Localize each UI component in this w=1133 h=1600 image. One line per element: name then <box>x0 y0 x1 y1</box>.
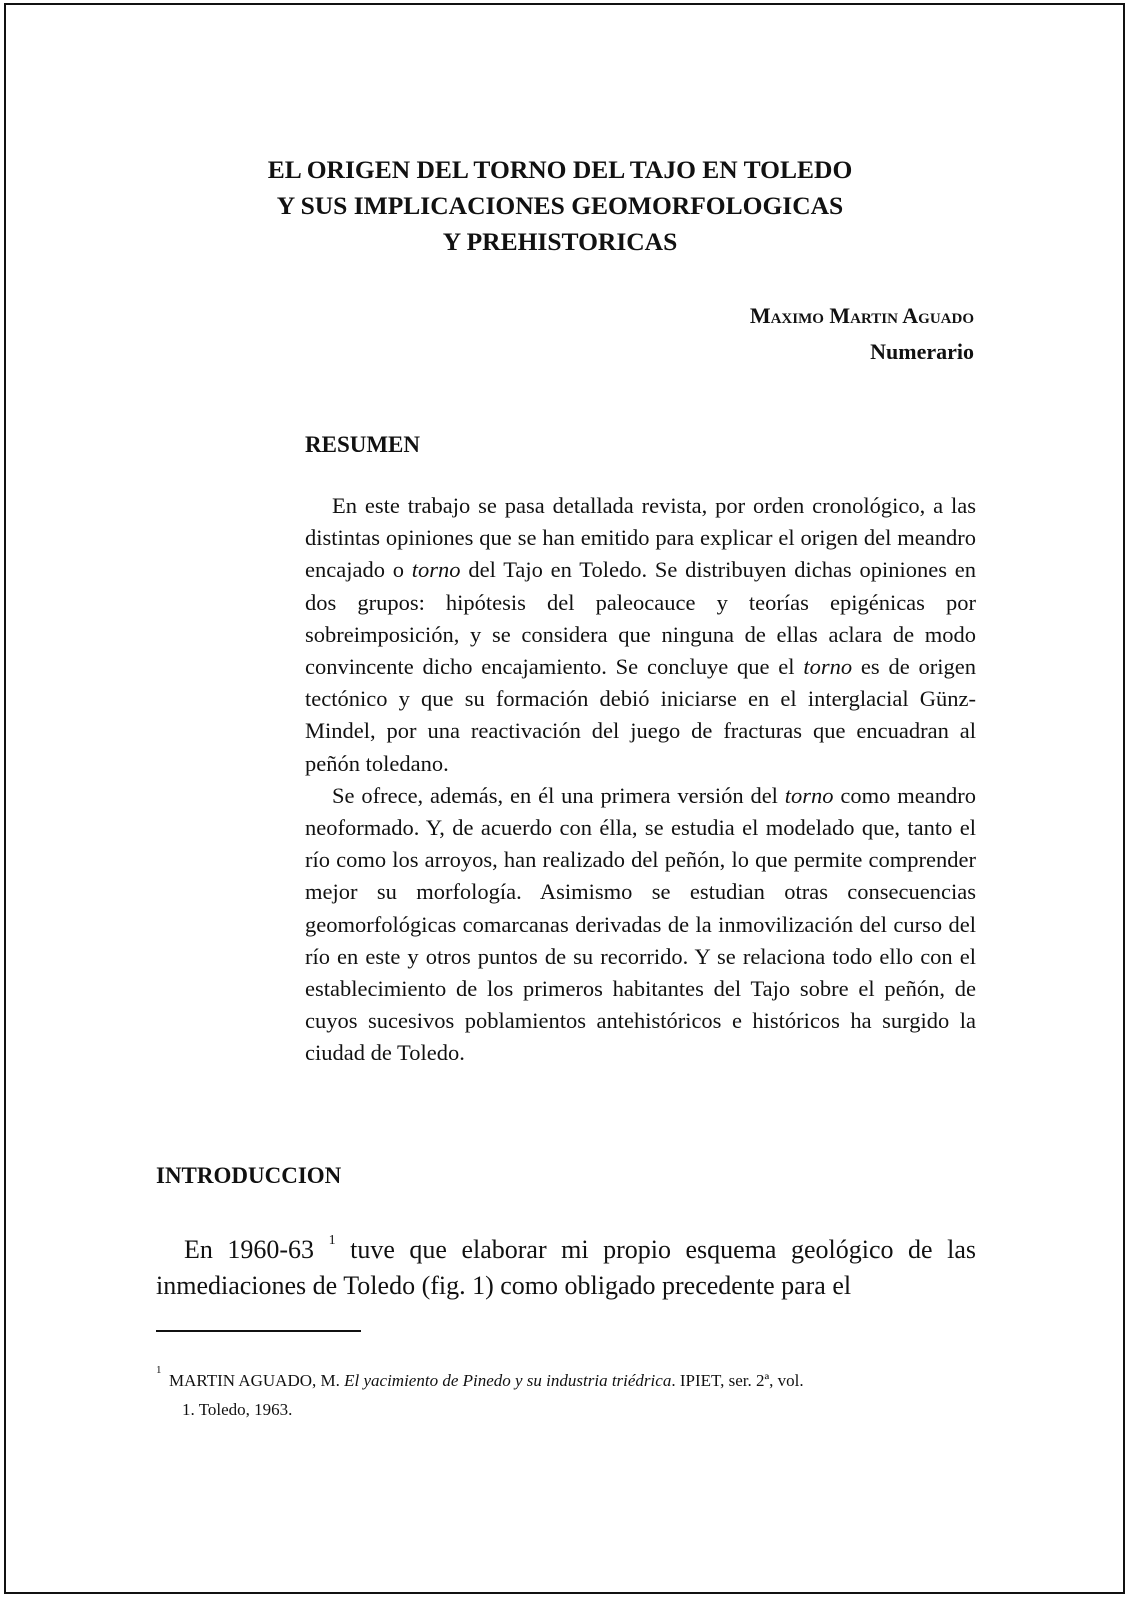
intro-text: En 1960-63 <box>184 1235 315 1264</box>
abstract-italic-term: torno <box>411 557 461 583</box>
abstract-italic-term: torno <box>784 782 834 808</box>
abstract-text: En este trabajo se pasa detallada revista, por orden cronológico, a las distintas opiniones que se han emitido para explicar el origen del meandro encajado o <box>305 493 976 583</box>
title-line-3: Y PREHISTORICAS <box>442 227 678 256</box>
section-heading-introduccion: INTRODUCCION <box>156 1163 342 1188</box>
abstract-body <box>305 490 976 1070</box>
abstract-text: como meandro neoformado. Y, de acuerdo con élla, se estudia el modelado que, tanto el río como los arroyos, han realizado del peñón, lo que permite comprender mejor su morfología. Asimismo se estudian otras consecuencias geomorfológicas comarcanas derivadas de la inmovilización del curso del río en este y otros puntos de su recorrido. Y se relaciona todo ello con el establecimiento de los primeros habitantes del Tajo sobre el peñón, de cuyos sucesivos poblamientos antehistóricos e históricos ha surgido la ciudad de Toledo. <box>305 782 976 1066</box>
abstract-italic-term: torno <box>803 654 853 680</box>
author-block <box>750 298 974 370</box>
footnote-line-1 <box>156 1366 986 1395</box>
footnote-source: . IPIET, ser. 2ª, vol. <box>671 1371 804 1390</box>
abstract-heading: RESUMEN <box>305 432 421 457</box>
title-line-1: EL ORIGEN DEL TORNO DEL TAJO EN TOLEDO <box>267 155 853 184</box>
title-line-2: Y SUS IMPLICACIONES GEOMORFOLOGICAS <box>276 191 844 220</box>
footnote-rule <box>156 1330 361 1332</box>
footnote-title: El yacimiento de Pinedo y su industria triédrica <box>344 1371 672 1390</box>
author-name: Maximo Martin Aguado <box>749 303 974 328</box>
footnote-author: MARTIN AGUADO, M. <box>169 1371 345 1390</box>
footnote-line-2: 1. Toledo, 1963. <box>182 1400 293 1419</box>
abstract-text: Se ofrece, además, en él una primera versión del <box>332 782 785 808</box>
footnote-reference[interactable]: 1 <box>328 1233 336 1248</box>
abstract-text: es de origen tectónico y que su formación debió iniciarse en el interglacial Günz-Mindel, por una reactivación del juego de fracturas que encuadran al peñón toledano. <box>305 654 976 776</box>
footnote-mark: 1 <box>156 1364 162 1376</box>
intro-paragraph <box>156 1232 976 1304</box>
paper-title <box>120 152 1000 260</box>
abstract-paragraph-2 <box>305 780 976 1070</box>
author-rank: Numerario <box>870 339 974 364</box>
abstract-paragraph-1 <box>305 490 976 780</box>
footnote <box>156 1366 986 1424</box>
abstract-text: del Tajo en Toledo. Se distribuyen dichas opiniones en dos grupos: hipótesis del paleocauce y teorías epigénicas por sobreimposición, y se considera que ninguna de ellas aclara de modo convincente dicho encajamiento. Se concluye que el <box>305 557 977 680</box>
intro-text: tuve que elaborar mi propio esquema geológico de las inmediaciones de Toledo (fig. 1) como obligado precedente para el <box>156 1235 976 1300</box>
